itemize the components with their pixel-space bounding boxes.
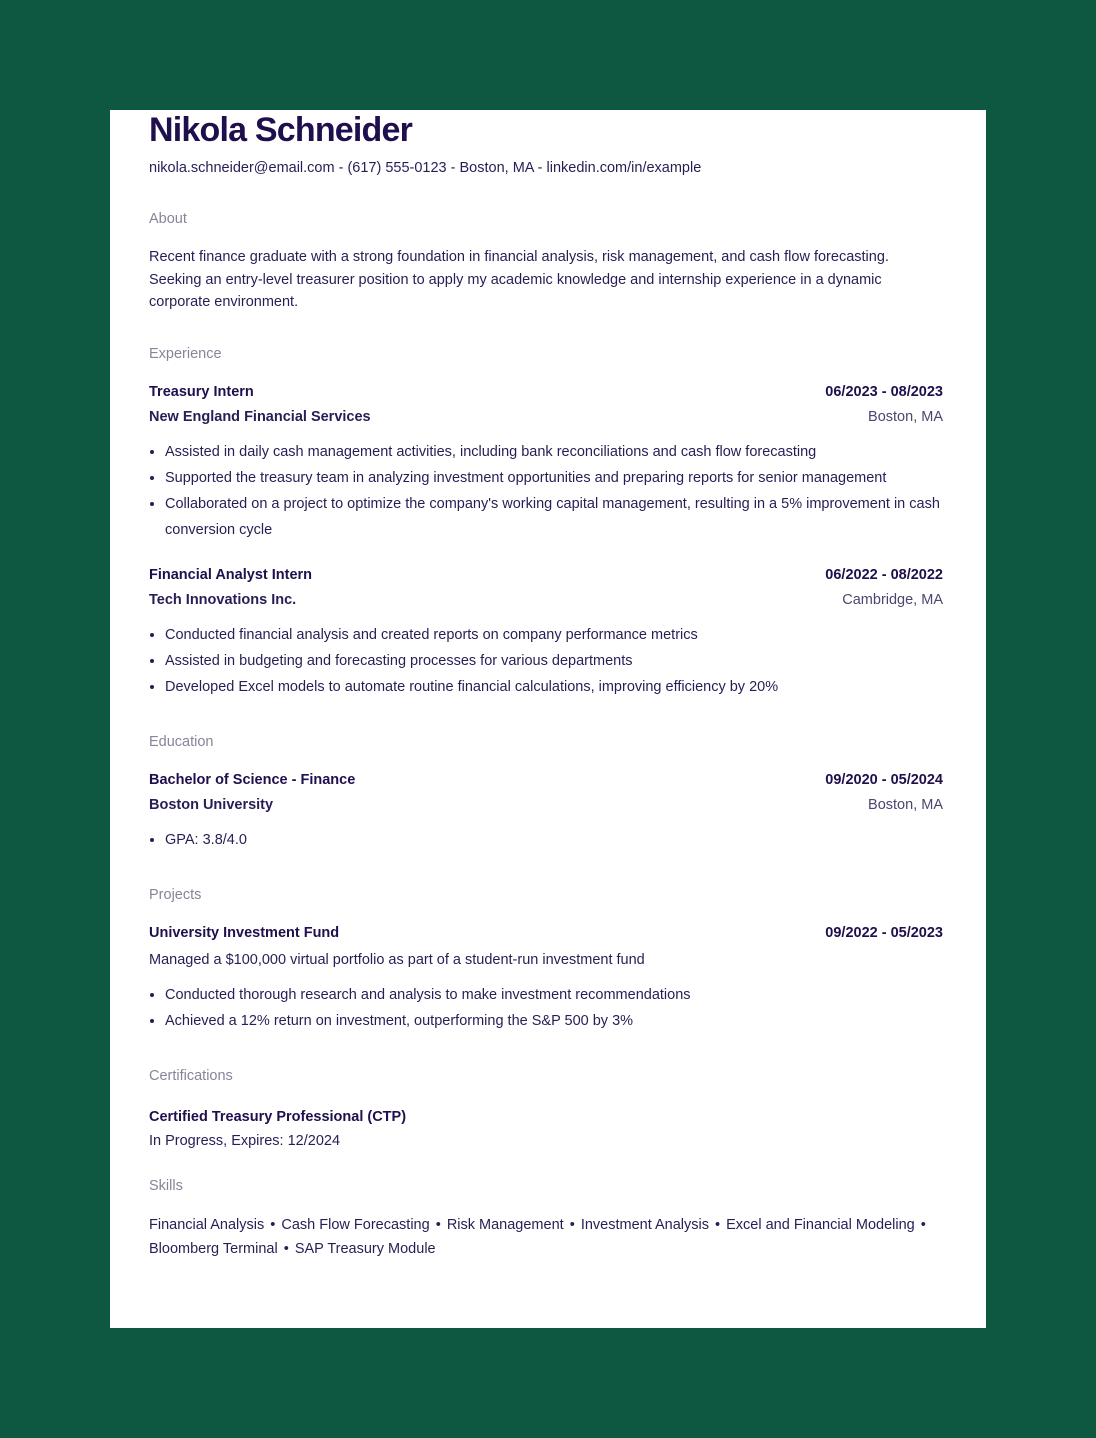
certification-name: Certified Treasury Professional (CTP) bbox=[149, 1108, 407, 1125]
project-name: University Investment Fund bbox=[149, 924, 340, 941]
section-title-skills: Skills bbox=[149, 1177, 183, 1194]
education-bullets bbox=[149, 827, 943, 853]
skill-item: SAP Treasury Module bbox=[294, 1241, 436, 1257]
contact-line: nikola.schneider@email.com - (617) 555-0123 - Boston, MA - linkedin.com/in/example bbox=[149, 160, 702, 176]
degree-name: Bachelor of Science - Finance bbox=[149, 771, 356, 788]
section-title-projects: Projects bbox=[149, 886, 202, 903]
about-text: Recent finance graduate with a strong foundation in financial analysis, risk management, and cash flow forecasting. Seeking an entry-level treasurer position to apply my academic knowledge and internship experience in a dynamic corporate environment. bbox=[149, 249, 889, 310]
certification-status: In Progress, Expires: 12/2024 bbox=[149, 1132, 341, 1149]
school-name: Boston University bbox=[149, 796, 274, 813]
bullet-item: • Collaborated on a project to optimize the company's working capital management, resulting in a 5% improvement in cash conversion cycle bbox=[165, 491, 943, 543]
job-dates: 06/2023 - 08/2023 bbox=[825, 383, 943, 400]
experience-entry bbox=[149, 380, 943, 543]
bullet-item: • Conducted financial analysis and created reports on company performance metrics bbox=[165, 622, 943, 648]
school-location: Boston, MA bbox=[868, 796, 943, 813]
education-entry bbox=[149, 768, 943, 853]
skill-separator: • bbox=[920, 1216, 926, 1233]
skill-separator: • bbox=[569, 1216, 575, 1233]
skill-item: Risk Management bbox=[446, 1216, 564, 1233]
company-name: New England Financial Services bbox=[149, 408, 371, 425]
job-bullets bbox=[149, 622, 943, 700]
bullet-item: • Supported the treasury team in analyzing investment opportunities and preparing reports for senior management bbox=[165, 465, 943, 491]
project-description: Managed a $100,000 virtual portfolio as part of a student-run investment fund bbox=[149, 951, 645, 968]
resume-page bbox=[110, 110, 986, 1328]
skill-separator: • bbox=[715, 1216, 721, 1233]
skill-separator: • bbox=[435, 1216, 441, 1233]
project-entry bbox=[149, 921, 943, 1034]
section-title-about: About bbox=[149, 211, 187, 227]
project-bullets bbox=[149, 982, 943, 1034]
skill-item: Bloomberg Terminal bbox=[149, 1241, 278, 1257]
job-title: Financial Analyst Intern bbox=[149, 566, 313, 583]
skill-item: Excel and Financial Modeling bbox=[726, 1216, 915, 1233]
company-name: Tech Innovations Inc. bbox=[149, 591, 297, 608]
bullet-item: • Achieved a 12% return on investment, outperforming the S&P 500 by 3% bbox=[165, 1008, 943, 1034]
bullet-item: • Developed Excel models to automate routine financial calculations, improving efficiency by 20% bbox=[165, 674, 943, 700]
bullet-item: • Assisted in daily cash management activities, including bank reconciliations and cash flow forecasting bbox=[165, 439, 943, 465]
skill-item: Investment Analysis bbox=[580, 1216, 709, 1233]
section-title-experience: Experience bbox=[149, 345, 222, 362]
job-title: Treasury Intern bbox=[149, 383, 254, 400]
skill-item: Financial Analysis bbox=[149, 1216, 265, 1233]
candidate-name: Nikola Schneider bbox=[149, 111, 413, 149]
section-title-education: Education bbox=[149, 733, 214, 750]
skill-separator: • bbox=[283, 1241, 289, 1257]
section-title-certifications: Certifications bbox=[149, 1067, 233, 1084]
job-dates: 06/2022 - 08/2022 bbox=[825, 566, 943, 583]
experience-entry bbox=[149, 563, 943, 700]
bullet-item: • GPA: 3.8/4.0 bbox=[165, 827, 943, 853]
skill-separator: • bbox=[270, 1216, 276, 1233]
bullet-item: • Conducted thorough research and analysis to make investment recommendations bbox=[165, 982, 943, 1008]
skill-item: Cash Flow Forecasting bbox=[281, 1216, 430, 1233]
job-bullets bbox=[149, 439, 943, 543]
job-location: Boston, MA bbox=[868, 408, 943, 425]
bullet-item: • Assisted in budgeting and forecasting processes for various departments bbox=[165, 648, 943, 674]
skills-list bbox=[149, 1213, 943, 1262]
project-dates: 09/2022 - 05/2023 bbox=[825, 924, 943, 941]
job-location: Cambridge, MA bbox=[842, 591, 943, 608]
education-dates: 09/2020 - 05/2024 bbox=[825, 771, 943, 788]
